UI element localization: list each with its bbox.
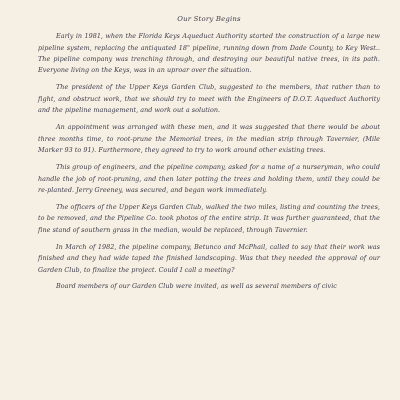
- paragraph-6: In March of 1982, the pipeline company, Betunco and McPhail, called to say that their work was finished and they had wide taped the finished landscaping. Was that they needed the approval of our Garden Club, to finalize the project. Could I call a meeting?: [38, 243, 380, 274]
- paragraph-5: The officers of the Upper Keys Garden Club, walked the two miles, listing and counting the trees, to be removed, and the Pipeline Co. took photos of the entire strip. It was further guaranteed, that the fine stand of southern grass in the median, would be replaced, through Tavernier.: [38, 203, 380, 234]
- paragraph-1: Early in 1981, when the Florida Keys Aqueduct Authority started the construction of a large new pipeline system, replacing the antiquated 18" pipeline, running down from Dade County, to Key West.. The pipeline company was trenching through, and destroying our beautiful native trees, in its path. Everyone living on the Keys, was in an uproar over the situation.: [38, 32, 380, 75]
- paragraph-7: Board members of our Garden Club were invited, as well as several members of civic: [56, 281, 337, 290]
- paragraph-4: This group of engineers, and the pipeline company, asked for a name of a nurseryman, who could handle the job of root-pruning, and then later potting the trees and holding them, until they could be re-planted. Jerry Greeney, was secured, and began work immediately.: [38, 163, 380, 194]
- document-title: Our Story Begins: [177, 15, 241, 23]
- paragraph-2: The president of the Upper Keys Garden Club, suggested to the members, that rather than to fight, and obstruct work, that we should try to meet with the Engineers of D.O.T. Aqueduct Authority and the pipeline management, and work out a solution.: [38, 83, 380, 115]
- paragraph-3: An appointment was arranged with these men, and it was suggested that there would be about three months time, to root-prune the Memorial trees, in the median strip through Tavernier, (Mile Marker 93 to 91). Furthermore, they agreed to try to work around other existing trees.: [38, 123, 380, 154]
